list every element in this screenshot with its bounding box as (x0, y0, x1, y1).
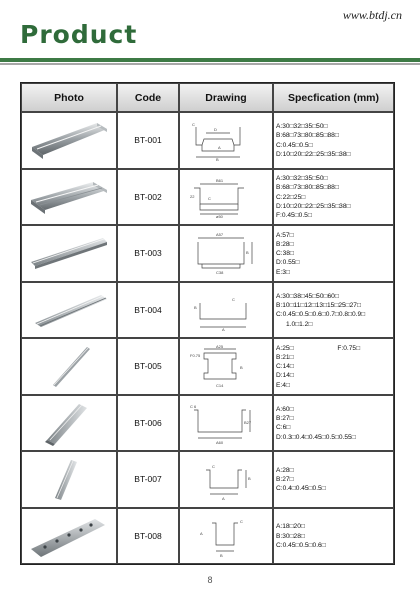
spec-line: A:57□ (276, 231, 294, 239)
u-track-drawing-icon (186, 400, 266, 446)
spec-line (276, 344, 393, 353)
short-stud-drawing-icon (186, 456, 266, 502)
table-row (21, 169, 394, 226)
table-row (21, 112, 394, 169)
svg-text:B: B (246, 250, 249, 256)
svg-text:A57: A57 (216, 232, 224, 238)
spec-value-extra: F:0.75□ (337, 344, 361, 352)
stud-profile-drawing-icon (186, 343, 266, 389)
drawing-cell (179, 338, 273, 395)
svg-text:A: A (200, 530, 203, 536)
spec-line: A:18□20□ (276, 523, 305, 531)
spec-line: A:60□ (276, 405, 294, 413)
perforated-track-icon (27, 513, 111, 559)
svg-text:A25: A25 (216, 344, 224, 350)
code-cell: BT-006 (117, 395, 179, 452)
header-rule-green (0, 58, 420, 62)
c-channel-drawing-icon (186, 117, 266, 163)
svg-text:C: C (240, 518, 243, 524)
svg-text:B: B (240, 365, 243, 371)
table-row (21, 282, 394, 339)
u-track-icon (27, 400, 111, 446)
spec-cell (273, 112, 394, 169)
spec-cell (273, 225, 394, 282)
spec-line: D:10□20□22□25□35□38□ (276, 202, 351, 210)
spec-line: D:0.55□ (276, 259, 300, 267)
hat-channel-drawing-icon (186, 174, 266, 220)
spec-line: C:22□25□ (276, 193, 306, 201)
spec-line: C:0.45□0.5□ (276, 141, 313, 149)
svg-text:C: C (208, 195, 211, 201)
table-header-row (21, 83, 394, 112)
spec-line: C:38□ (276, 250, 294, 258)
svg-text:B: B (216, 157, 219, 163)
thin-stud-icon (27, 343, 111, 389)
drawing-cell (179, 282, 273, 339)
spec-cell (273, 395, 394, 452)
svg-text:C38: C38 (216, 270, 224, 276)
spec-line: B:27□ (276, 414, 294, 422)
spec-line: B:30□28□ (276, 532, 305, 540)
svg-text:D: D (214, 127, 217, 133)
drawing-cell (179, 112, 273, 169)
photo-cell (21, 282, 117, 339)
spec-line: D:10□20□22□25□35□38□ (276, 151, 351, 159)
svg-text:B: B (248, 476, 251, 482)
photo-cell (21, 112, 117, 169)
flat-channel-drawing-icon (186, 287, 266, 333)
table-row (21, 225, 394, 282)
hat-section-drawing-icon (186, 230, 266, 276)
svg-text:A: A (222, 496, 225, 502)
wide-hat-channel-icon (27, 176, 111, 218)
spec-line: D:0.3□0.4□0.45□0.5□0.55□ (276, 433, 356, 441)
table-row (21, 451, 394, 508)
spec-line: A:30□32□35□50□ (276, 175, 328, 182)
svg-text:ø50: ø50 (216, 213, 223, 219)
spec-cell (273, 451, 394, 508)
drawing-cell (179, 225, 273, 282)
spec-line: A:30□38□45□50□60□ (276, 292, 339, 300)
product-table (20, 82, 395, 565)
website-url: www.btdj.cn (342, 8, 402, 22)
spec-line: E:4□ (276, 381, 290, 389)
svg-text:C: C (212, 464, 215, 470)
drawing-cell (179, 169, 273, 226)
short-stud-icon (27, 456, 111, 502)
svg-text:A: A (222, 326, 225, 332)
code-cell: BT-004 (117, 282, 179, 339)
spec-line: 1.0□1.2□ (286, 320, 313, 328)
perforated-track-drawing-icon (186, 513, 266, 559)
spec-cell (273, 338, 394, 395)
page-title: Product (20, 20, 138, 49)
spec-line: C:0.45□0.5□0.6□0.7□0.8□0.9□ (276, 311, 366, 319)
svg-text:C 6: C 6 (190, 403, 197, 409)
photo-cell (21, 395, 117, 452)
code-cell: BT-005 (117, 338, 179, 395)
code-cell: BT-002 (117, 169, 179, 226)
spec-line: F:0.45□0.5□ (276, 212, 312, 220)
svg-text:22: 22 (190, 193, 195, 199)
svg-text:A: A (218, 145, 221, 151)
code-cell: BT-003 (117, 225, 179, 282)
code-cell: BT-001 (117, 112, 179, 169)
page-number: 8 (207, 575, 213, 585)
spec-line: C:0.4□0.45□0.5□ (276, 485, 326, 493)
svg-text:C: C (192, 122, 195, 128)
code-cell: BT-007 (117, 451, 179, 508)
header-spec: Specfication (mm) (273, 83, 394, 112)
header-rule-gray (0, 63, 420, 65)
photo-cell (21, 508, 117, 565)
photo-cell (21, 225, 117, 282)
svg-text:A60: A60 (216, 439, 224, 445)
svg-text:B61: B61 (216, 177, 224, 183)
code-cell: BT-008 (117, 508, 179, 565)
spec-line: B:68□73□80□85□88□ (276, 184, 339, 192)
spec-line: B:28□ (276, 240, 294, 248)
svg-text:B: B (220, 552, 223, 558)
spec-line: C:14□ (276, 363, 294, 371)
svg-text:C: C (232, 296, 235, 302)
spec-line: B:21□ (276, 353, 294, 361)
svg-text:C14: C14 (216, 383, 224, 389)
spec-line: B:10□11□12□13□15□25□27□ (276, 301, 361, 309)
table-row (21, 395, 394, 452)
table-row (21, 338, 394, 395)
table-row (21, 508, 394, 565)
flat-channel-icon (27, 289, 111, 331)
photo-cell (21, 451, 117, 508)
header-code: Code (117, 83, 179, 112)
photo-cell (21, 338, 117, 395)
drawing-cell (179, 508, 273, 565)
spec-cell (273, 508, 394, 565)
long-c-channel-icon (27, 119, 111, 161)
spec-line: E:3□ (276, 268, 290, 276)
spec-line: B:68□73□80□85□88□ (276, 132, 339, 140)
spec-line: D:14□ (276, 372, 294, 380)
svg-text:B: B (194, 304, 197, 310)
drawing-cell (179, 395, 273, 452)
spec-cell (273, 169, 394, 226)
header-drawing: Drawing (179, 83, 273, 112)
spec-cell (273, 282, 394, 339)
hat-channel-icon (27, 232, 111, 274)
spec-line: C:6□ (276, 424, 291, 432)
spec-line: A:28□ (276, 466, 294, 474)
header-photo: Photo (21, 83, 117, 112)
svg-text:B27: B27 (244, 419, 252, 425)
photo-cell (21, 169, 117, 226)
drawing-cell (179, 451, 273, 508)
spec-line: B:27□ (276, 476, 294, 484)
spec-line: C:0.45□0.5□0.6□ (276, 541, 326, 549)
svg-text:F0.75: F0.75 (190, 353, 201, 359)
spec-line: A:30□32□35□50□ (276, 123, 328, 131)
spec-value: A:25□ (276, 344, 294, 352)
